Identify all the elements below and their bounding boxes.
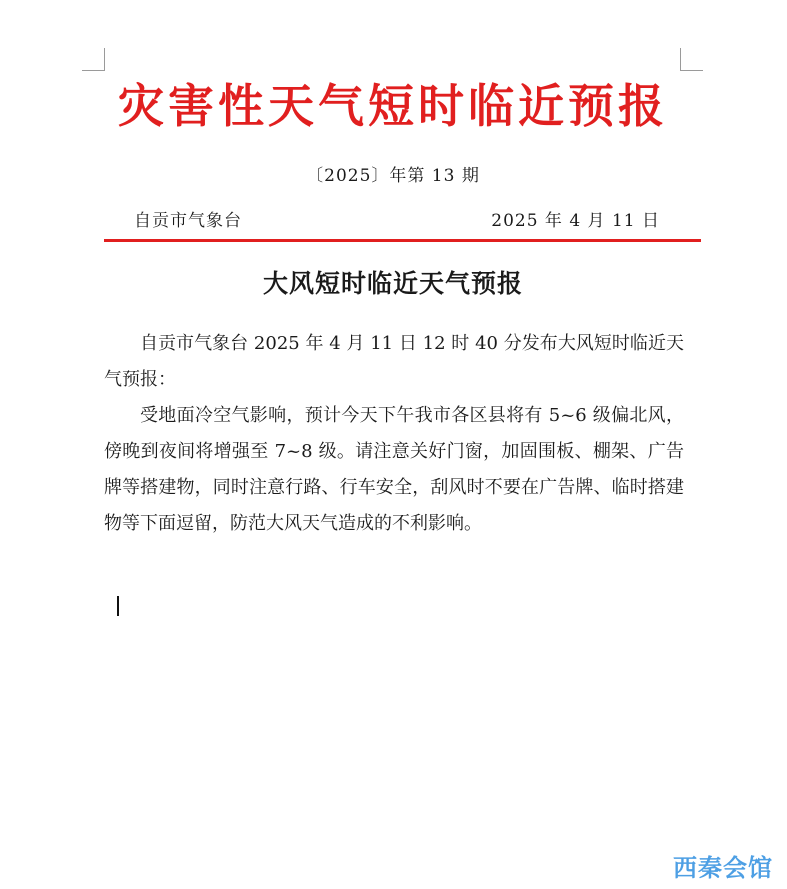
crop-mark-top-right: [680, 48, 703, 71]
body-paragraph: 受地面冷空气影响，预计今天下午我市各区县将有 5~6 级偏北风，傍晚到夜间将增强至 7~8 级。请注意关好门窗，加固围板、棚架、广告牌等搭建物，同时注意行路、行车安全，刮风时不要在广告牌、临时搭建物等下面逗留，防范大风天气造成的不利影响。: [104, 405, 684, 534]
issuer-row: [134, 208, 660, 234]
red-divider-rule: [104, 239, 701, 242]
crop-mark-top-left: [82, 48, 105, 71]
watermark-logo: 西秦会馆: [673, 854, 773, 882]
body-paragraph: 自贡市气象台 2025 年 4 月 11 日 12 时 40 分发布大风短时临近天气预报：: [104, 333, 684, 390]
masthead-title: 灾害性天气短时临近预报: [118, 79, 668, 133]
document-body[interactable]: [104, 326, 684, 542]
issue-number: 〔2025〕年第 13 期: [306, 166, 480, 186]
text-cursor: [117, 596, 119, 616]
issue-date: 2025 年 4 月 11 日: [491, 211, 660, 231]
document-title: 大风短时临近天气预报: [262, 269, 523, 298]
issuer-name: 自贡市气象台: [134, 211, 242, 231]
